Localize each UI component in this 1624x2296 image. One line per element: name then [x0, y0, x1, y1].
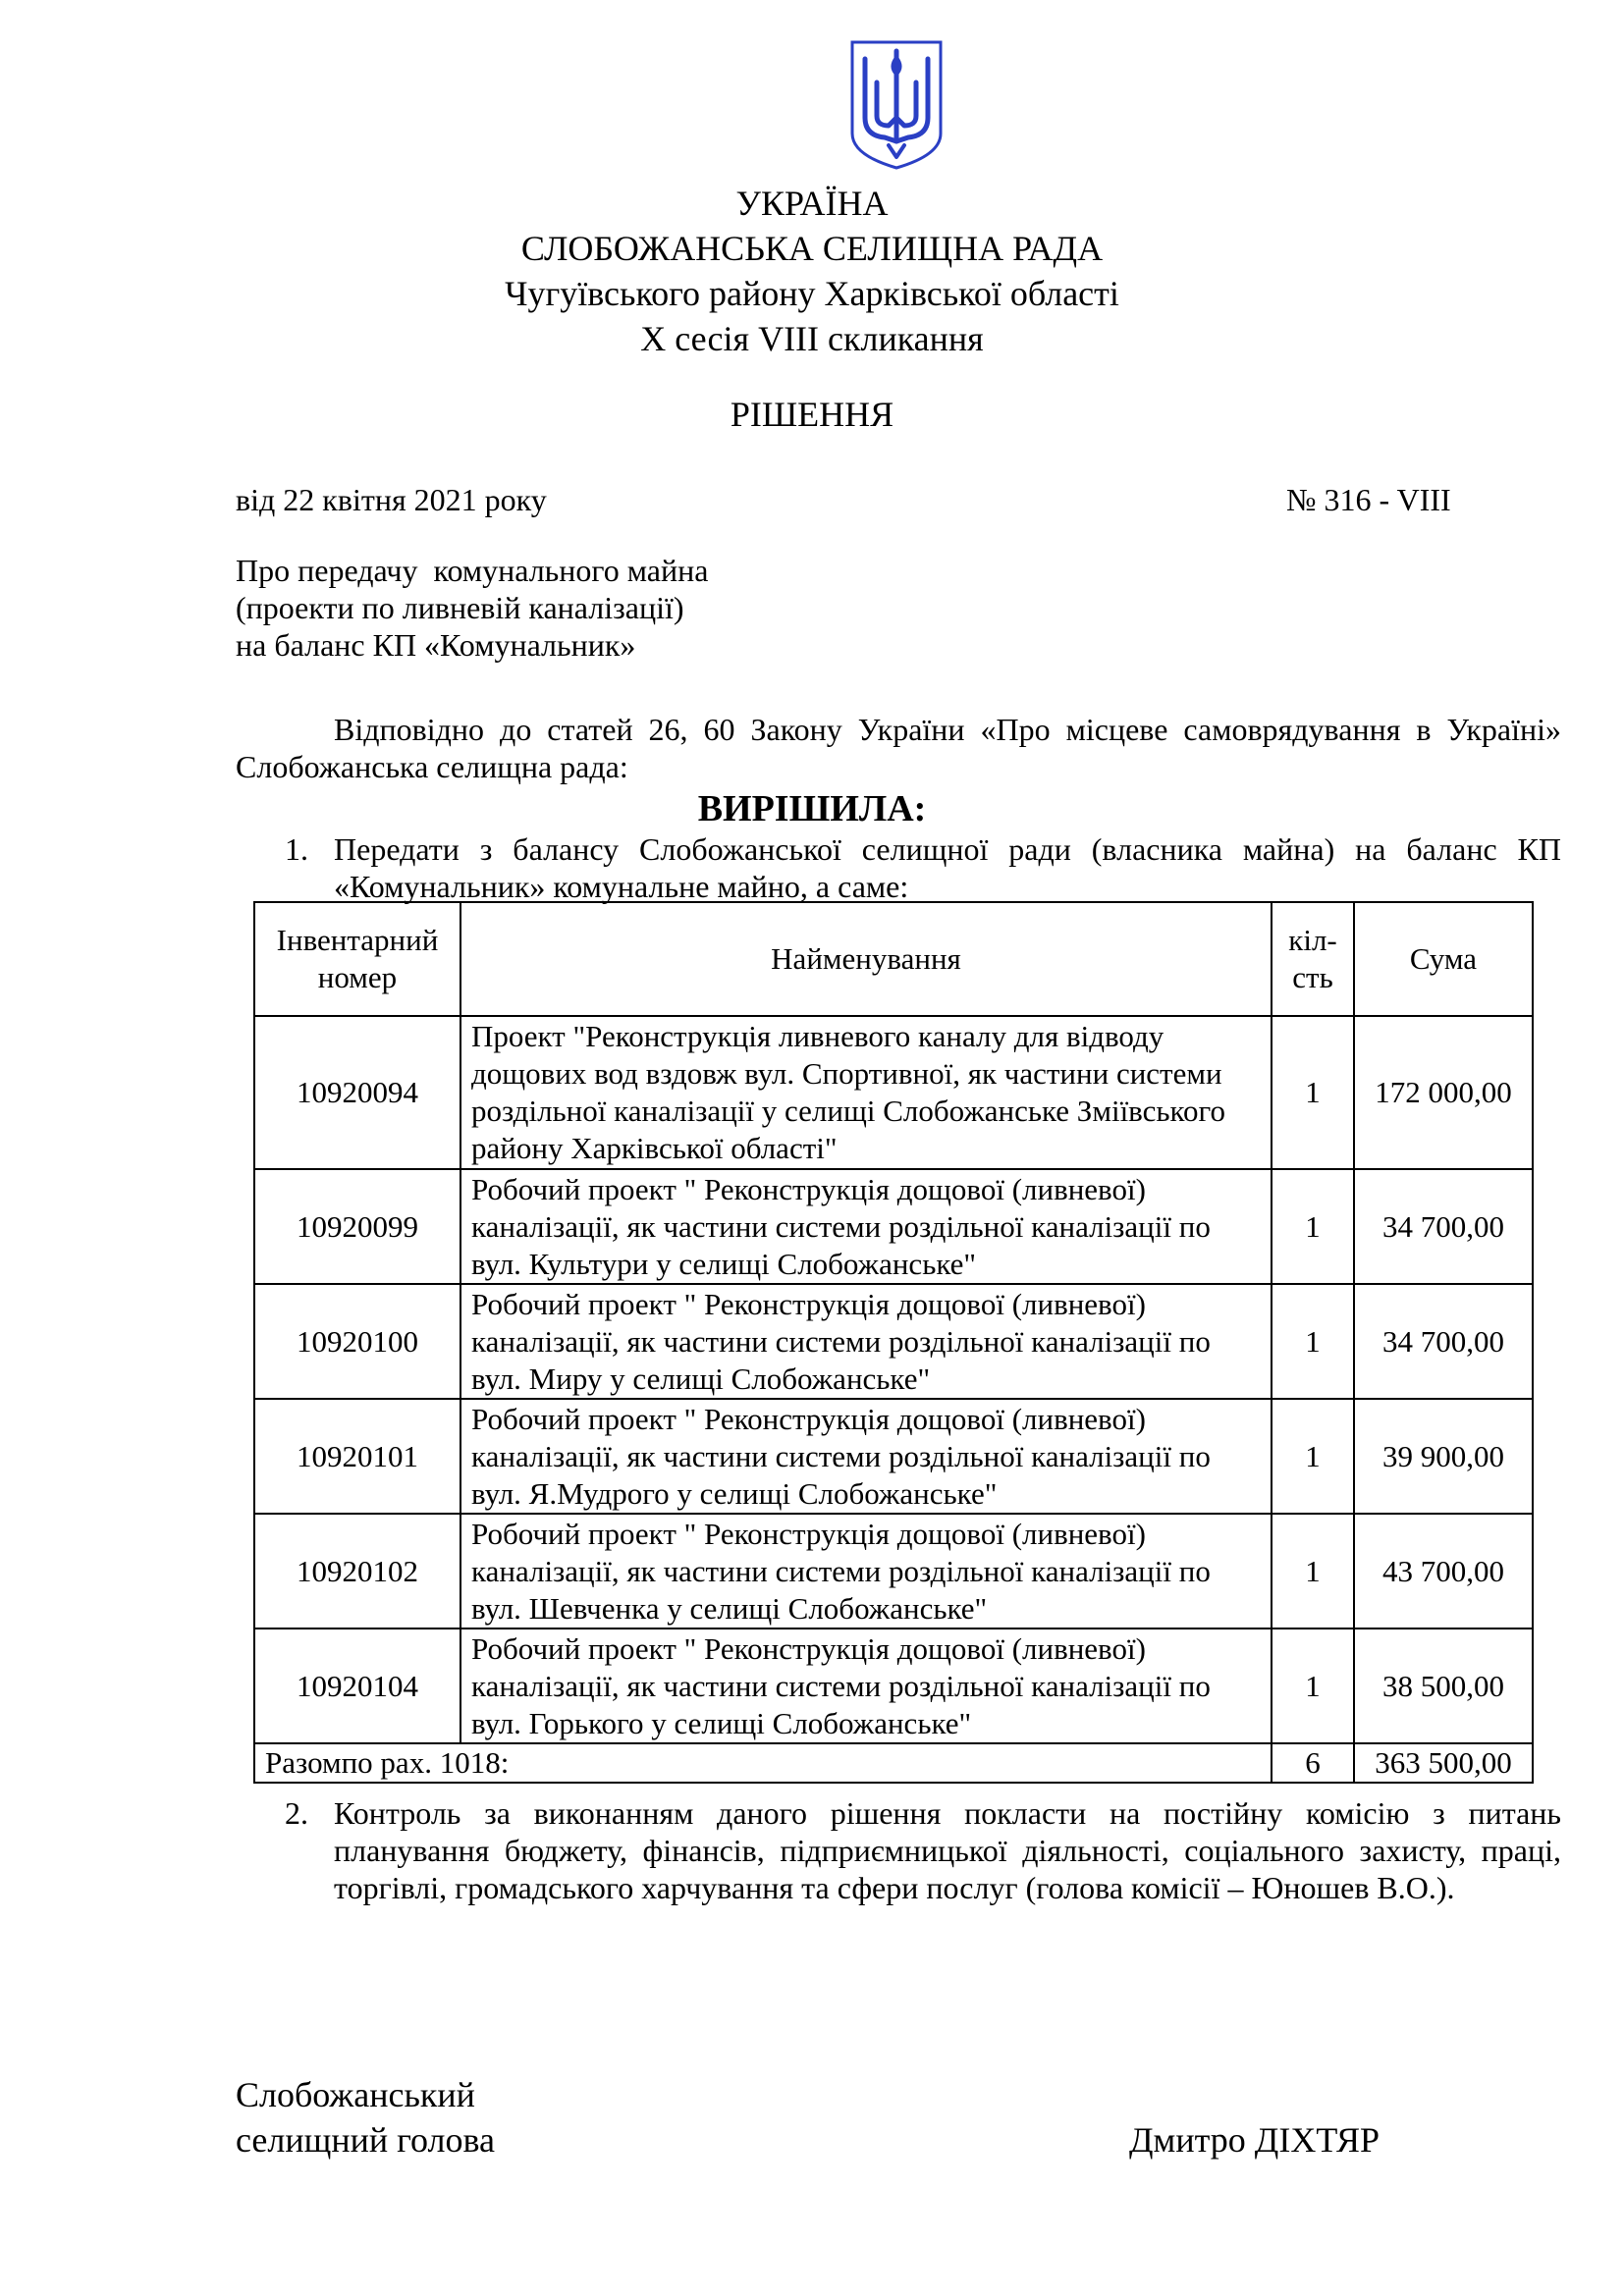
signature-name: Дмитро ДІХТЯР: [1129, 2120, 1380, 2160]
country-title: УКРАЇНА: [735, 184, 889, 223]
item2-number: 2.: [285, 1795, 308, 1831]
signature-title-line-1: Слобожанський: [236, 2075, 475, 2114]
decision-date: від 22 квітня 2021 року: [236, 482, 547, 517]
cell-sum: 39 900,00: [1354, 1399, 1533, 1514]
cell-name: Робочий проект " Реконструкція дощової (ливневої) каналізації, як частини системи роздільної каналізації по вул. Я.Мудрого у селищі Слобожанське": [460, 1399, 1272, 1514]
header-quantity: кіл-сть: [1272, 902, 1354, 1016]
item1-text: Передати з балансу Слобожанської селищної ради (власника майна) на баланс КП «Комунальник» комунальне майно, а саме:: [334, 831, 1561, 904]
council-title: СЛОБОЖАНСЬКА СЕЛИЩНА РАДА: [520, 229, 1104, 268]
decision-number: № 316 - VIII: [1286, 482, 1451, 517]
cell-name: Робочий проект " Реконструкція дощової (ливневої) каналізації, як частини системи роздільної каналізації по вул. Шевченка у селищі Слобожанське": [460, 1514, 1272, 1629]
session-subtitle: Х сесія VIII скликання: [640, 319, 984, 358]
table-row: [254, 1399, 1533, 1514]
item1-number: 1.: [285, 831, 308, 867]
total-sum: 363 500,00: [1354, 1743, 1533, 1783]
cell-quantity: 1: [1272, 1399, 1354, 1514]
total-quantity: 6: [1272, 1743, 1354, 1783]
table-row: [254, 1629, 1533, 1743]
cell-sum: 38 500,00: [1354, 1629, 1533, 1743]
table-header-row: [254, 902, 1533, 1016]
header-name: Найменування: [460, 902, 1272, 1016]
cell-sum: 172 000,00: [1354, 1016, 1533, 1169]
table-row: [254, 1169, 1533, 1284]
trident-coat-of-arms-icon: [849, 39, 944, 171]
cell-inventory-number: 10920104: [254, 1629, 460, 1743]
total-label: Разомпо рах. 1018:: [254, 1743, 1272, 1783]
district-subtitle: Чугуївського району Харківської області: [505, 274, 1119, 313]
cell-name: Робочий проект " Реконструкція дощової (ливневої) каналізації, як частини системи роздільної каналізації по вул. Миру у селищі Слобожанське": [460, 1284, 1272, 1399]
header-sum: Сума: [1354, 902, 1533, 1016]
cell-quantity: 1: [1272, 1169, 1354, 1284]
cell-sum: 43 700,00: [1354, 1514, 1533, 1629]
cell-inventory-number: 10920099: [254, 1169, 460, 1284]
property-table: [253, 901, 1534, 1784]
table-row: [254, 1514, 1533, 1629]
cell-name: Робочий проект " Реконструкція дощової (ливневої) каналізації, як частини системи роздільної каналізації по вул. Горького у селищі Слобожанське": [460, 1629, 1272, 1743]
document-type: РІШЕННЯ: [730, 395, 894, 434]
table-row: [254, 1016, 1533, 1169]
cell-quantity: 1: [1272, 1629, 1354, 1743]
cell-quantity: 1: [1272, 1514, 1354, 1629]
cell-sum: 34 700,00: [1354, 1169, 1533, 1284]
subject-line-3: на баланс КП «Комунальник»: [236, 627, 636, 663]
signature-title-line-2: селищний голова: [236, 2120, 496, 2160]
preamble: Відповідно до статей 26, 60 Закону України «Про місцеве самоврядування в Україні» Слобожанська селищна рада:: [236, 712, 1561, 784]
cell-sum: 34 700,00: [1354, 1284, 1533, 1399]
cell-inventory-number: 10920094: [254, 1016, 460, 1169]
cell-name: Робочий проект " Реконструкція дощової (ливневої) каналізації, як частини системи роздільної каналізації по вул. Культури у селищі Слобожанське": [460, 1169, 1272, 1284]
header-inventory-number: Інвентарний номер: [254, 902, 460, 1016]
cell-quantity: 1: [1272, 1284, 1354, 1399]
item2-text: Контроль за виконанням даного рішення покласти на постійну комісію з питань планування бюджету, фінансів, підприємницької діяльності, соціального захисту, праці, торгівлі, громадського харчування та сфери послуг (голова комісії – Юношев В.О.).: [334, 1795, 1561, 1905]
cell-inventory-number: 10920102: [254, 1514, 460, 1629]
decided-heading: ВИРІШИЛА:: [697, 788, 927, 829]
cell-inventory-number: 10920100: [254, 1284, 460, 1399]
cell-quantity: 1: [1272, 1016, 1354, 1169]
cell-inventory-number: 10920101: [254, 1399, 460, 1514]
table-row: [254, 1284, 1533, 1399]
table-total-row: [254, 1743, 1533, 1783]
subject-line-2: (проекти по ливневій каналізації): [236, 590, 684, 625]
subject-line-1: Про передачу комунального майна: [236, 553, 709, 588]
cell-name: Проект "Реконструкція ливневого каналу для відводу дощових вод вздовж вул. Спортивної, як частини системи роздільної каналізації у селищі Слобожанське Зміївського району Харківської області": [460, 1016, 1272, 1169]
